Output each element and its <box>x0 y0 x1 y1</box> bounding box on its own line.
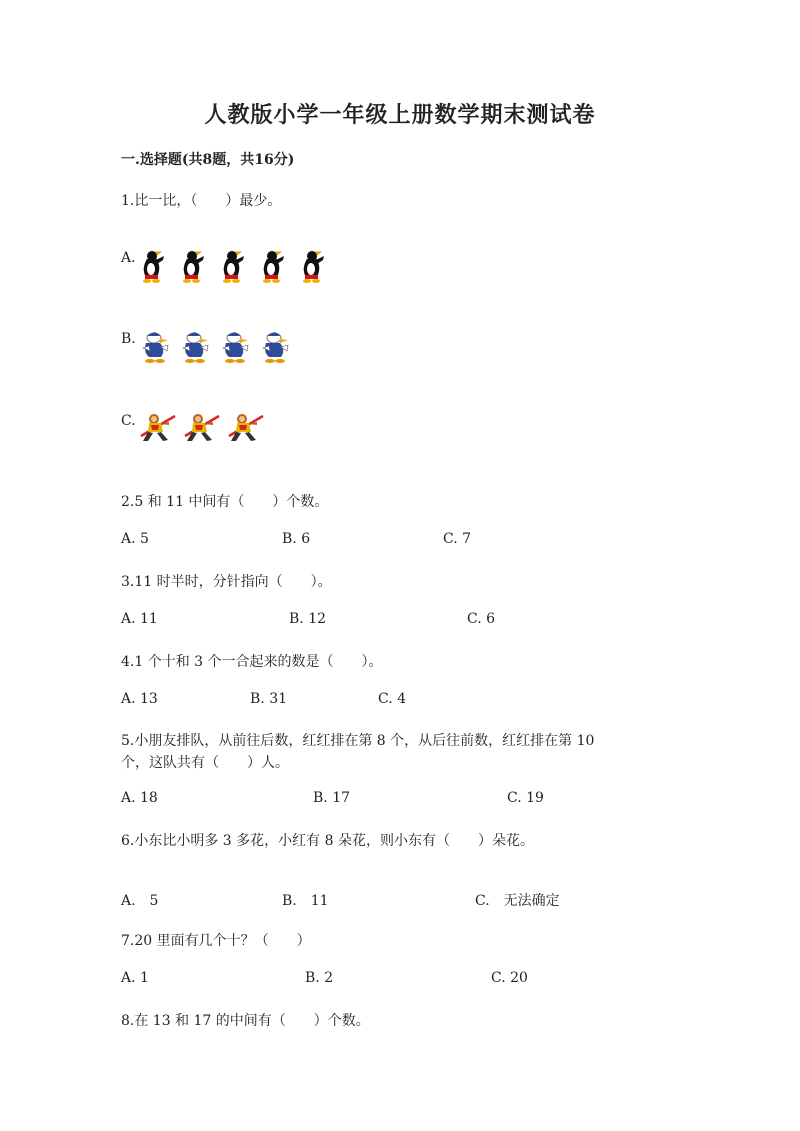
option-2b[interactable]: B. 6 <box>282 531 311 547</box>
donald-duck-icon <box>180 330 210 364</box>
option-5a[interactable]: A. 18 <box>121 790 158 806</box>
penguin-icon <box>297 249 327 283</box>
question-4: 4.1 个十和 3 个一合起来的数是（ ）。 <box>121 654 383 670</box>
donald-duck-icon <box>220 330 250 364</box>
option-2a[interactable]: A. 5 <box>121 531 149 547</box>
penguin-icon <box>257 249 287 283</box>
option-1b-label: B. <box>121 331 136 347</box>
option-6c[interactable]: C. 无法确定 <box>475 893 560 909</box>
option-6a[interactable]: A. 5 <box>121 893 159 909</box>
question-5-line-2: 个，这队共有（ ）人。 <box>121 755 289 771</box>
question-7: 7.20 里面有几个十？（ ） <box>121 933 311 949</box>
monkey-king-icon <box>139 410 177 444</box>
option-1a-pictures[interactable] <box>137 249 327 283</box>
question-3: 3.11 时半时，分针指向（ ）。 <box>121 574 332 590</box>
option-1a-label: A. <box>121 250 136 266</box>
question-8: 8.在 13 和 17 的中间有（ ）个数。 <box>121 1013 370 1029</box>
penguin-icon <box>177 249 207 283</box>
monkey-king-icon <box>183 410 221 444</box>
option-4c[interactable]: C. 4 <box>378 691 407 707</box>
penguin-icon <box>217 249 247 283</box>
penguin-icon <box>137 249 167 283</box>
donald-duck-icon <box>260 330 290 364</box>
section-heading: 一.选择题(共8题，共16分) <box>121 152 295 168</box>
option-6b[interactable]: B. 11 <box>282 893 329 909</box>
option-1c-label: C. <box>121 413 136 429</box>
option-1c-pictures[interactable] <box>139 410 265 444</box>
option-3c[interactable]: C. 6 <box>467 611 496 627</box>
question-1: 1.比一比，（ ）最少。 <box>121 193 282 209</box>
option-7b[interactable]: B. 2 <box>305 970 334 986</box>
question-6: 6.小东比小明多 3 多花，小红有 8 朵花，则小东有（ ）朵花。 <box>121 833 534 849</box>
option-3b[interactable]: B. 12 <box>289 611 327 627</box>
monkey-king-icon <box>227 410 265 444</box>
option-4b[interactable]: B. 31 <box>250 691 288 707</box>
question-2: 2.5 和 11 中间有（ ）个数。 <box>121 494 329 510</box>
option-5b[interactable]: B. 17 <box>313 790 351 806</box>
option-1b-pictures[interactable] <box>140 330 290 364</box>
option-7a[interactable]: A. 1 <box>121 970 149 986</box>
option-4a[interactable]: A. 13 <box>121 691 158 707</box>
page-title: 人教版小学一年级上册数学期末测试卷 <box>204 102 596 128</box>
option-7c[interactable]: C. 20 <box>491 970 528 986</box>
donald-duck-icon <box>140 330 170 364</box>
option-5c[interactable]: C. 19 <box>507 790 544 806</box>
question-5-line-1: 5.小朋友排队，从前往后数，红红排在第 8 个，从后往前数，红红排在第 10 <box>121 733 595 749</box>
option-2c[interactable]: C. 7 <box>443 531 472 547</box>
option-3a[interactable]: A. 11 <box>121 611 158 627</box>
